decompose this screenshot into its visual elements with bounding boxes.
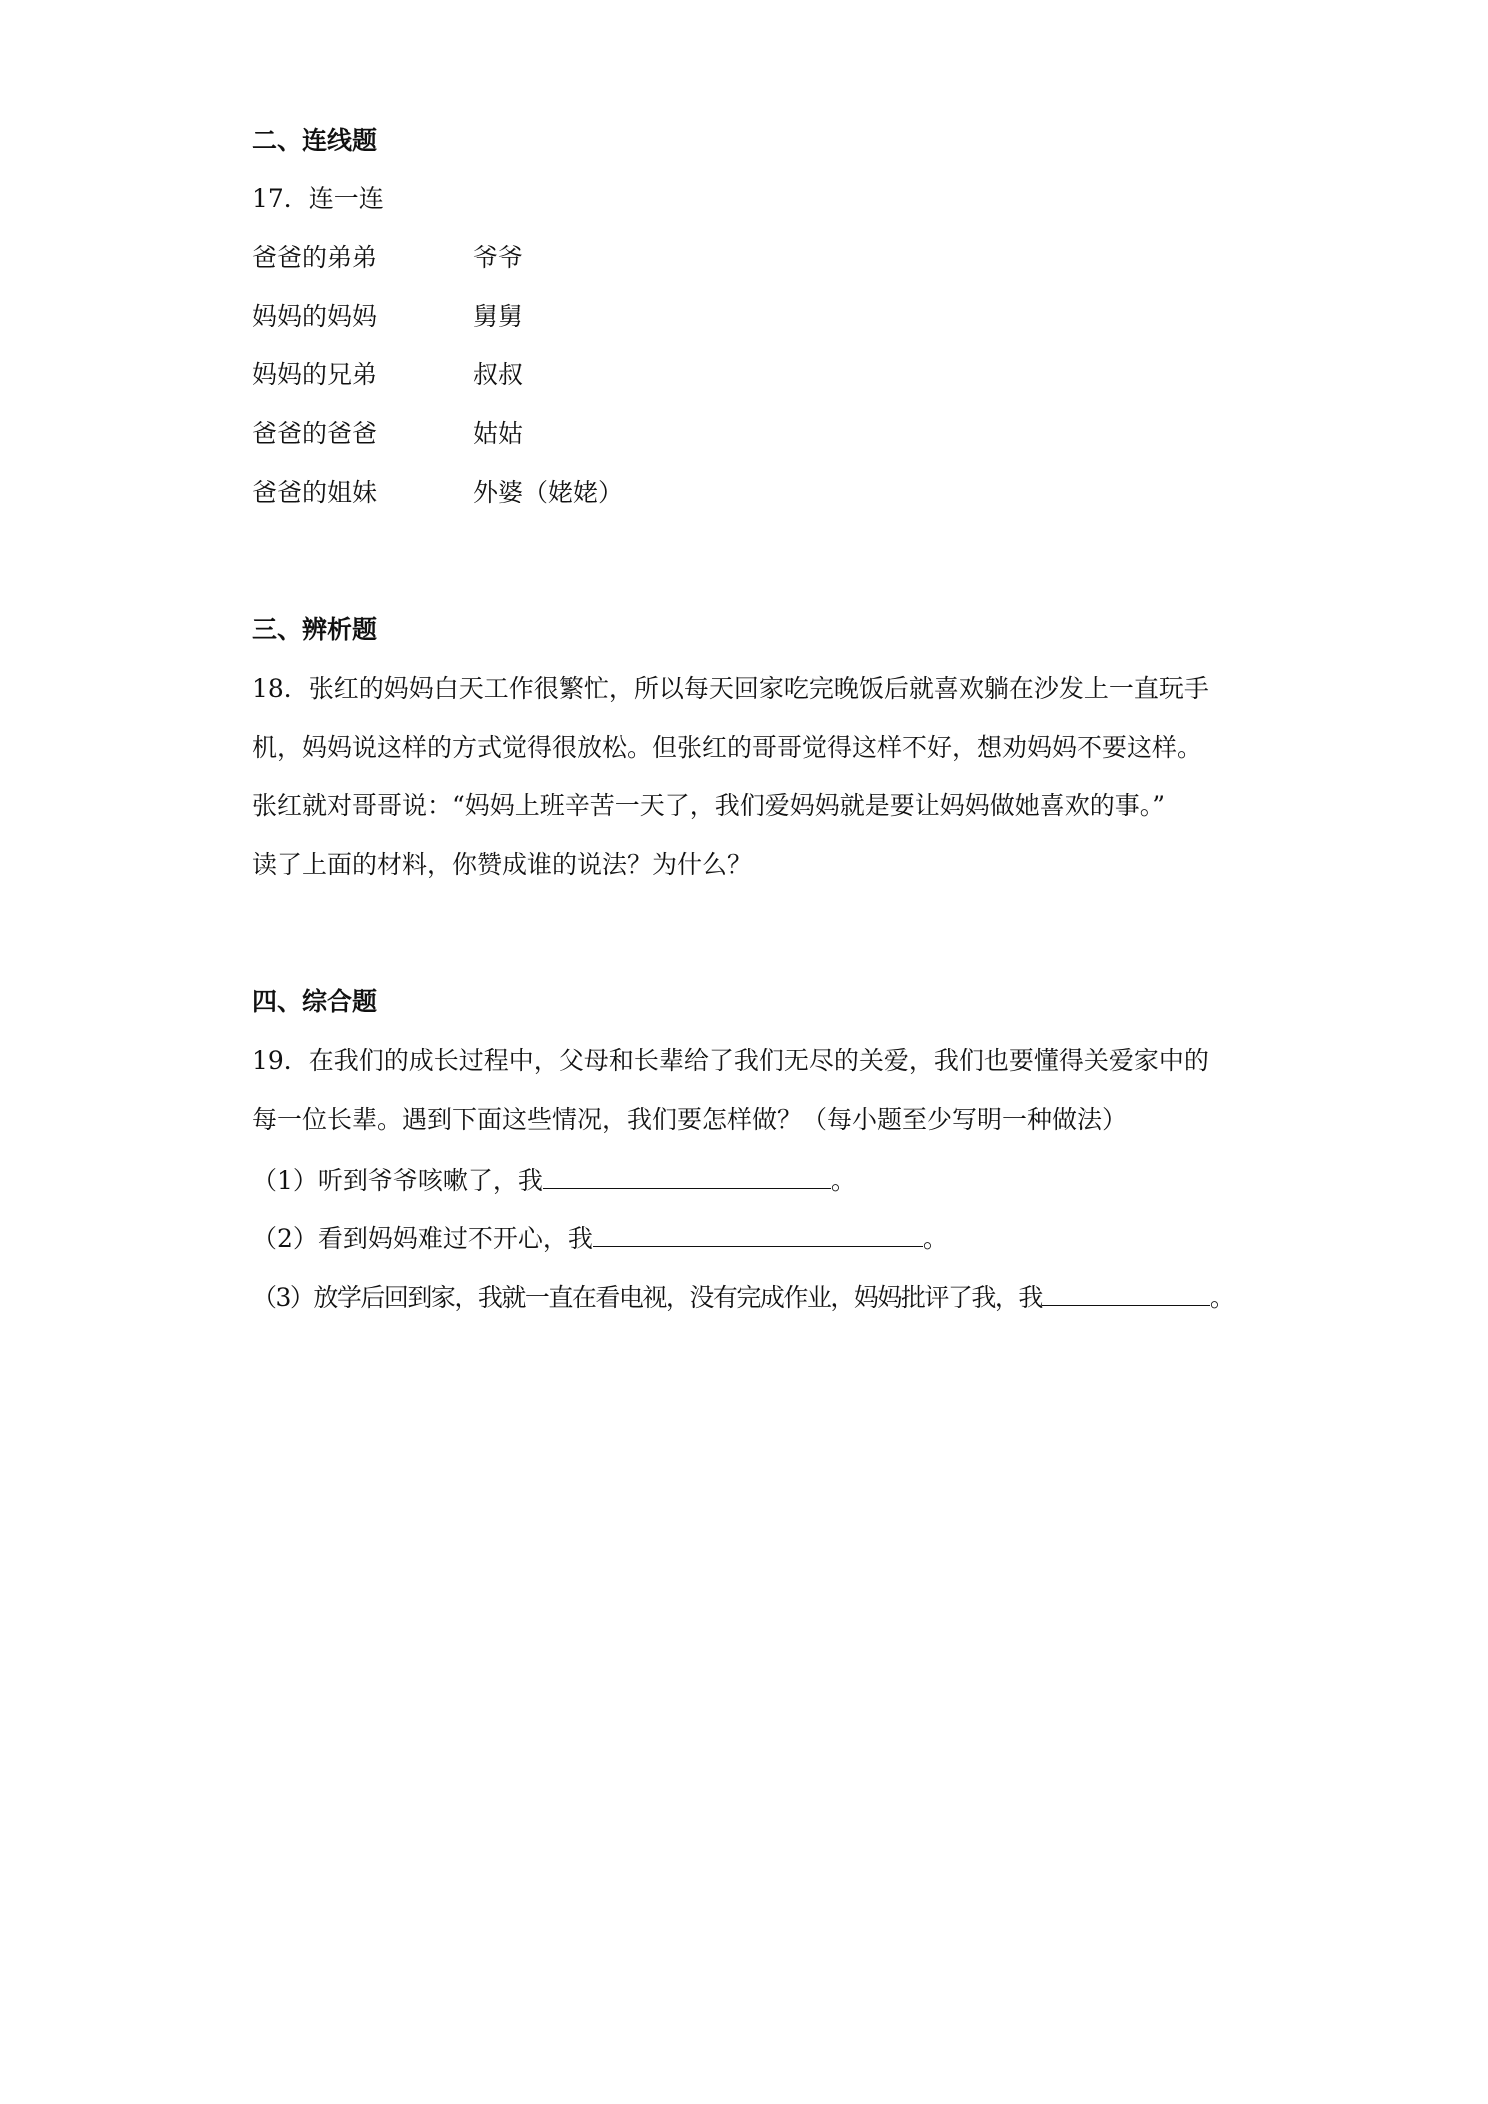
question-19-sub2	[252, 1222, 948, 1254]
question-19-sub1	[252, 1164, 856, 1196]
match-right-item: 叔叔	[473, 360, 524, 389]
match-left-item: 爸爸的姐妹	[252, 478, 378, 507]
question-19-sub3	[252, 1281, 1233, 1313]
sub-question-end: 。	[830, 1166, 856, 1195]
question-17-stem: 17．连一连	[252, 184, 384, 213]
match-right-item: 外婆（姥姥）	[473, 478, 624, 507]
question-19-line: 19．在我们的成长过程中，父母和长辈给了我们无尽的关爱，我们也要懂得关爱家中的	[252, 1046, 1209, 1075]
section-title-comprehensive: 四、综合题	[252, 987, 378, 1016]
answer-blank[interactable]	[543, 1164, 831, 1189]
question-18-line: 读了上面的材料，你赞成谁的说法？为什么？	[252, 850, 753, 879]
section-title-analysis: 三、辨析题	[252, 615, 378, 644]
sub-question-text: （3）放学后回到家，我就一直在看电视，没有完成作业，妈妈批评了我，我	[252, 1283, 1042, 1312]
question-18-line: 张红就对哥哥说：“妈妈上班辛苦一天了，我们爱妈妈就是要让妈妈做她喜欢的事。”	[252, 791, 1166, 820]
match-right-item: 爷爷	[473, 243, 524, 272]
answer-blank[interactable]	[593, 1222, 923, 1247]
match-left-item: 妈妈的妈妈	[252, 302, 378, 331]
question-18-line: 机，妈妈说这样的方式觉得很放松。但张红的哥哥觉得这样不好，想劝妈妈不要这样。	[252, 733, 1203, 762]
section-title-matching: 二、连线题	[252, 126, 378, 155]
sub-question-end: 。	[1209, 1283, 1234, 1312]
match-left-item: 妈妈的兄弟	[252, 360, 378, 389]
match-right-item: 姑姑	[473, 419, 524, 448]
answer-blank[interactable]	[1042, 1281, 1210, 1306]
question-19-line: 每一位长辈。遇到下面这些情况，我们要怎样做？（每小题至少写明一种做法）	[252, 1105, 1128, 1134]
match-left-item: 爸爸的弟弟	[252, 243, 378, 272]
sub-question-end: 。	[922, 1224, 948, 1253]
match-right-item: 舅舅	[473, 302, 524, 331]
sub-question-text: （1）听到爷爷咳嗽了，我	[252, 1166, 543, 1195]
sub-question-text: （2）看到妈妈难过不开心，我	[252, 1224, 593, 1253]
question-18-line: 18．张红的妈妈白天工作很繁忙，所以每天回家吃完晚饭后就喜欢躺在沙发上一直玩手	[252, 674, 1209, 703]
match-left-item: 爸爸的爸爸	[252, 419, 378, 448]
